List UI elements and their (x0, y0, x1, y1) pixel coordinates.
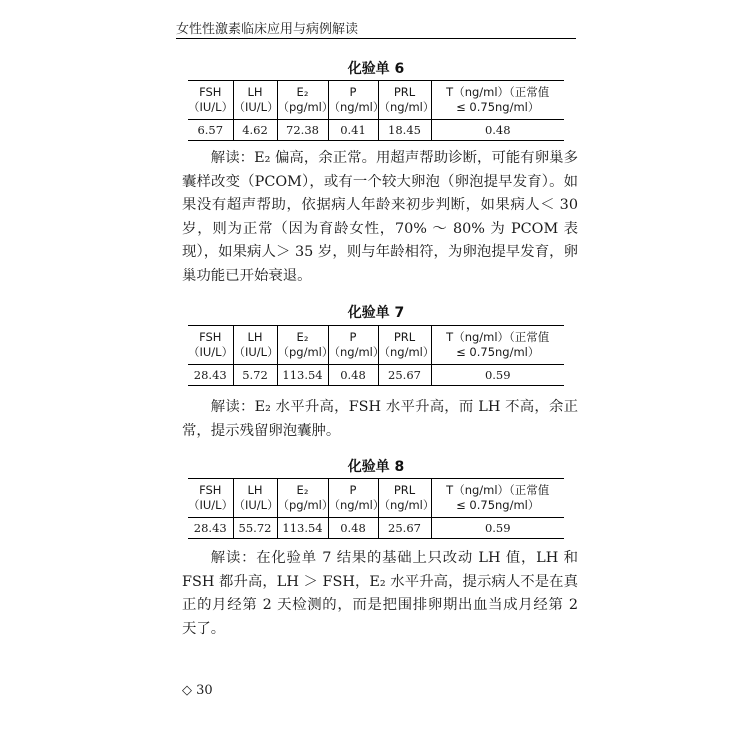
interpretation-paragraph-1: 解读：E₂ 偏高，余正常。用超声帮助诊断，可能有卵巢多囊样改变（PCOM），或有一个较大卵泡（卵泡提早发育）。如果没有超声帮助，依据病人年龄来初步判断，如果病人＜ 30 岁，则为正常（因为育龄女性，70% ～ 80% 为 PCOM 表现），如果病人＞ 35 岁，则与年龄相符，为卵泡提早发育，卵巢功能已开始衰退。 (182, 150, 578, 284)
report-6-table (188, 80, 564, 141)
report-8-caption: 化验单 8 (347, 459, 405, 475)
report-7-caption: 化验单 7 (347, 305, 405, 321)
header-fsh: FSH （IU/L） (188, 479, 233, 518)
table-row (188, 365, 564, 386)
header-t: T（ng/ml）（正常值 ≤ 0.75ng/ml） (431, 479, 564, 518)
value-fsh: 28.43 (193, 521, 227, 535)
table-row (188, 518, 564, 539)
value-p: 0.41 (328, 120, 378, 141)
table-header-row (188, 326, 564, 365)
value-t: 0.59 (431, 518, 564, 539)
header-prl: PRL （ng/ml） (378, 326, 431, 365)
table-header-row (188, 479, 564, 518)
header-t: T（ng/ml）（正常值 ≤ 0.75ng/ml） (431, 81, 564, 120)
header-prl: PRL （ng/ml） (378, 81, 431, 120)
header-e2: E₂ （pg/ml） (277, 326, 328, 365)
header-p: P （ng/ml） (328, 479, 378, 518)
header-fsh: FSH （IU/L） (188, 81, 233, 120)
header-p: P （ng/ml） (328, 326, 378, 365)
header-p: P （ng/ml） (328, 81, 378, 120)
header-e2: E₂ （pg/ml） (277, 479, 328, 518)
value-fsh: 6.57 (197, 123, 224, 137)
header-lh: LH （IU/L） (233, 81, 277, 120)
table-header-row (188, 81, 564, 120)
value-prl: 25.67 (378, 518, 431, 539)
header-lh: LH （IU/L） (233, 479, 277, 518)
value-lh: 4.62 (233, 120, 277, 141)
table-row (188, 120, 564, 141)
value-fsh: 28.43 (193, 368, 227, 382)
interpretation-paragraph-2: 解读：E₂ 水平升高，FSH 水平升高，而 LH 不高，余正常，提示残留卵泡囊肿。 (182, 399, 578, 439)
value-e2: 113.54 (277, 518, 328, 539)
value-e2: 72.38 (277, 120, 328, 141)
interpretation-paragraph-3: 解读：在化验单 7 结果的基础上只改动 LH 值，LH 和 FSH 都升高，LH ＞ FSH，E₂ 水平升高，提示病人不是在真正的月经第 2 天检测的，而是把围排卵期出血当成月经第 2 天了。 (182, 550, 578, 637)
value-prl: 25.67 (378, 365, 431, 386)
value-e2: 113.54 (277, 365, 328, 386)
header-prl: PRL （ng/ml） (378, 479, 431, 518)
header-rule (176, 38, 576, 39)
value-lh: 55.72 (233, 518, 277, 539)
report-6-caption: 化验单 6 (347, 61, 405, 77)
report-8-table (188, 478, 564, 539)
value-p: 0.48 (328, 518, 378, 539)
page-number: ◇ 30 (182, 683, 213, 698)
header-lh: LH （IU/L） (233, 326, 277, 365)
value-lh: 5.72 (233, 365, 277, 386)
header-fsh: FSH （IU/L） (188, 326, 233, 365)
header-e2: E₂ （pg/ml） (277, 81, 328, 120)
value-t: 0.48 (431, 120, 564, 141)
report-7-table (188, 325, 564, 386)
value-p: 0.48 (328, 365, 378, 386)
value-t: 0.59 (431, 365, 564, 386)
header-t: T（ng/ml）（正常值 ≤ 0.75ng/ml） (431, 326, 564, 365)
running-head: 女性性激素临床应用与病例解读 (176, 22, 359, 37)
value-prl: 18.45 (378, 120, 431, 141)
